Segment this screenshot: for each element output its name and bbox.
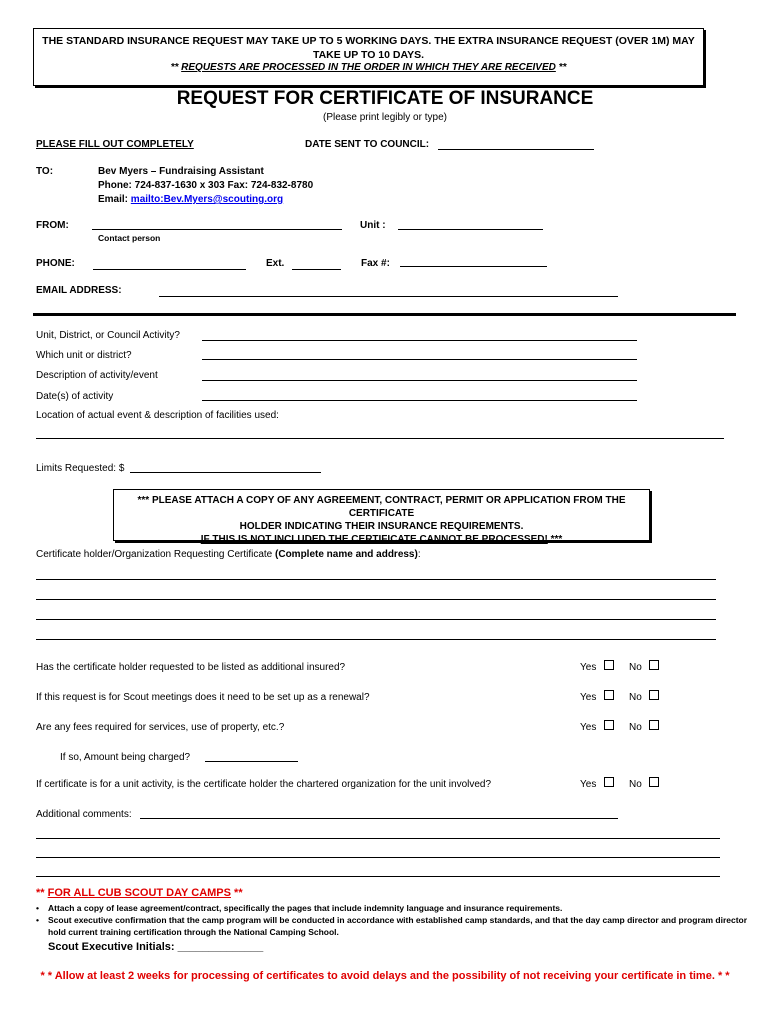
email-address-label: EMAIL ADDRESS: <box>36 285 122 296</box>
email-address-field[interactable] <box>159 296 618 297</box>
holder-line-3[interactable] <box>36 619 716 620</box>
phone-label: PHONE: <box>36 258 75 269</box>
certificate-holder-label: Certificate holder/Organization Requesting Certificate (Complete name and address): <box>36 549 421 560</box>
no-label: No <box>629 722 642 733</box>
contact-person-label: Contact person <box>98 233 161 243</box>
scout-executive-initials[interactable]: Scout Executive Initials: ______________ <box>48 941 264 953</box>
section-divider <box>33 313 736 316</box>
fax-field[interactable] <box>400 266 547 267</box>
cub-bullet-confirmation-cont: hold current training certification through the National Camping School. <box>48 927 339 937</box>
cub-bullet-lease: Attach a copy of lease agreement/contract, specifically the pages that include indemnity language and insurance requirements. <box>48 903 563 913</box>
to-label: TO: <box>36 166 54 177</box>
bullet-icon: • <box>36 915 39 925</box>
comments-line-4[interactable] <box>36 876 720 877</box>
from-field[interactable] <box>92 229 342 230</box>
activity-dates-field[interactable] <box>202 400 637 401</box>
yes-label: Yes <box>580 722 597 733</box>
comments-line-1[interactable] <box>140 818 618 819</box>
fax-label: Fax #: <box>361 258 390 269</box>
renewal-no-checkbox[interactable] <box>649 690 659 700</box>
activity-type-label: Unit, District, or Council Activity? <box>36 330 180 341</box>
amount-charged-label: If so, Amount being charged? <box>60 752 191 763</box>
yes-label: Yes <box>580 692 597 703</box>
holder-line-2[interactable] <box>36 599 716 600</box>
fees-question: Are any fees required for services, use of property, etc.? <box>36 722 285 733</box>
cub-bullet-confirmation: Scout executive confirmation that the camp program will be conducted in accordance with established camp standards, and that the day camp director and program director <box>48 915 748 925</box>
renewal-yes-checkbox[interactable] <box>604 690 614 700</box>
additional-insured-no-checkbox[interactable] <box>649 660 659 670</box>
holder-line-4[interactable] <box>36 639 716 640</box>
to-email: Email: mailto:Bev.Myers@scouting.org <box>98 194 284 205</box>
from-label: FROM: <box>36 220 69 231</box>
chartered-org-yes-checkbox[interactable] <box>604 777 614 787</box>
chartered-org-question: If certificate is for a unit activity, is the certificate holder the chartered organization for the unit involved? <box>36 779 492 790</box>
processing-notice-box <box>33 28 704 86</box>
to-name: Bev Myers – Fundraising Assistant <box>98 166 264 177</box>
holder-line-1[interactable] <box>36 579 716 580</box>
page-title: REQUEST FOR CERTIFICATE OF INSURANCE <box>176 88 594 109</box>
location-field[interactable] <box>36 438 724 439</box>
page-subtitle: (Please print legibly or type) <box>323 112 447 123</box>
activity-dates-label: Date(s) of activity <box>36 391 114 402</box>
comments-line-2[interactable] <box>36 838 720 839</box>
ext-label: Ext. <box>266 258 285 269</box>
activity-description-label: Description of activity/event <box>36 370 158 381</box>
to-phone: Phone: 724-837-1630 x 303 Fax: 724-832-8780 <box>98 180 314 191</box>
phone-field[interactable] <box>93 269 246 270</box>
date-sent-field[interactable] <box>438 149 594 150</box>
unit-label: Unit : <box>360 220 386 231</box>
additional-insured-question: Has the certificate holder requested to be listed as additional insured? <box>36 662 346 673</box>
yes-label: Yes <box>580 779 597 790</box>
fees-yes-checkbox[interactable] <box>604 720 614 730</box>
chartered-org-no-checkbox[interactable] <box>649 777 659 787</box>
yes-label: Yes <box>580 662 597 673</box>
bullet-icon: • <box>36 903 39 913</box>
renewal-question: If this request is for Scout meetings does it need to be set up as a renewal? <box>36 692 370 703</box>
ext-field[interactable] <box>292 269 341 270</box>
limits-field[interactable] <box>130 472 321 473</box>
processing-time-footer: * * Allow at least 2 weeks for processing of certificates to avoid delays and the possibility of not receiving your certificate in time. * * <box>40 970 730 982</box>
processing-order-note: ** REQUESTS ARE PROCESSED IN THE ORDER IN WHICH THEY ARE RECEIVED ** <box>170 62 567 73</box>
unit-field[interactable] <box>398 229 543 230</box>
date-sent-label: DATE SENT TO COUNCIL: <box>305 139 430 150</box>
email-link[interactable]: mailto:Bev.Myers@scouting.org <box>130 194 284 205</box>
cub-scout-heading: ** FOR ALL CUB SCOUT DAY CAMPS ** <box>36 887 243 899</box>
unit-district-field[interactable] <box>202 359 637 360</box>
limits-label: Limits Requested: $ <box>36 463 125 474</box>
comments-line-3[interactable] <box>36 857 720 858</box>
additional-insured-yes-checkbox[interactable] <box>604 660 614 670</box>
processing-notice-text: THE STANDARD INSURANCE REQUEST MAY TAKE UP TO 5 WORKING DAYS. THE EXTRA INSURANCE REQUEST (OVER 1M) MAY TAKE UP TO 10 DAYS. <box>42 35 695 61</box>
activity-description-field[interactable] <box>202 380 637 381</box>
no-label: No <box>629 779 642 790</box>
location-label: Location of actual event & description of facilities used: <box>36 410 279 421</box>
no-label: No <box>629 662 642 673</box>
unit-district-label: Which unit or district? <box>36 350 132 361</box>
additional-comments-label: Additional comments: <box>36 809 132 820</box>
fees-no-checkbox[interactable] <box>649 720 659 730</box>
amount-charged-field[interactable] <box>205 761 298 762</box>
activity-type-field[interactable] <box>202 340 637 341</box>
no-label: No <box>629 692 642 703</box>
fill-out-instruction: PLEASE FILL OUT COMPLETELY <box>36 139 194 150</box>
attach-agreement-notice: *** PLEASE ATTACH A COPY OF ANY AGREEMENT, CONTRACT, PERMIT OR APPLICATION FROM THE CERTIFICATE HOLDER INDICATING THEIR INSURANCE REQUIREMENTS. IF THIS IS NOT INCLUDED THE CERTIFICATE CANNOT BE PROCESSED! *** <box>113 489 650 541</box>
